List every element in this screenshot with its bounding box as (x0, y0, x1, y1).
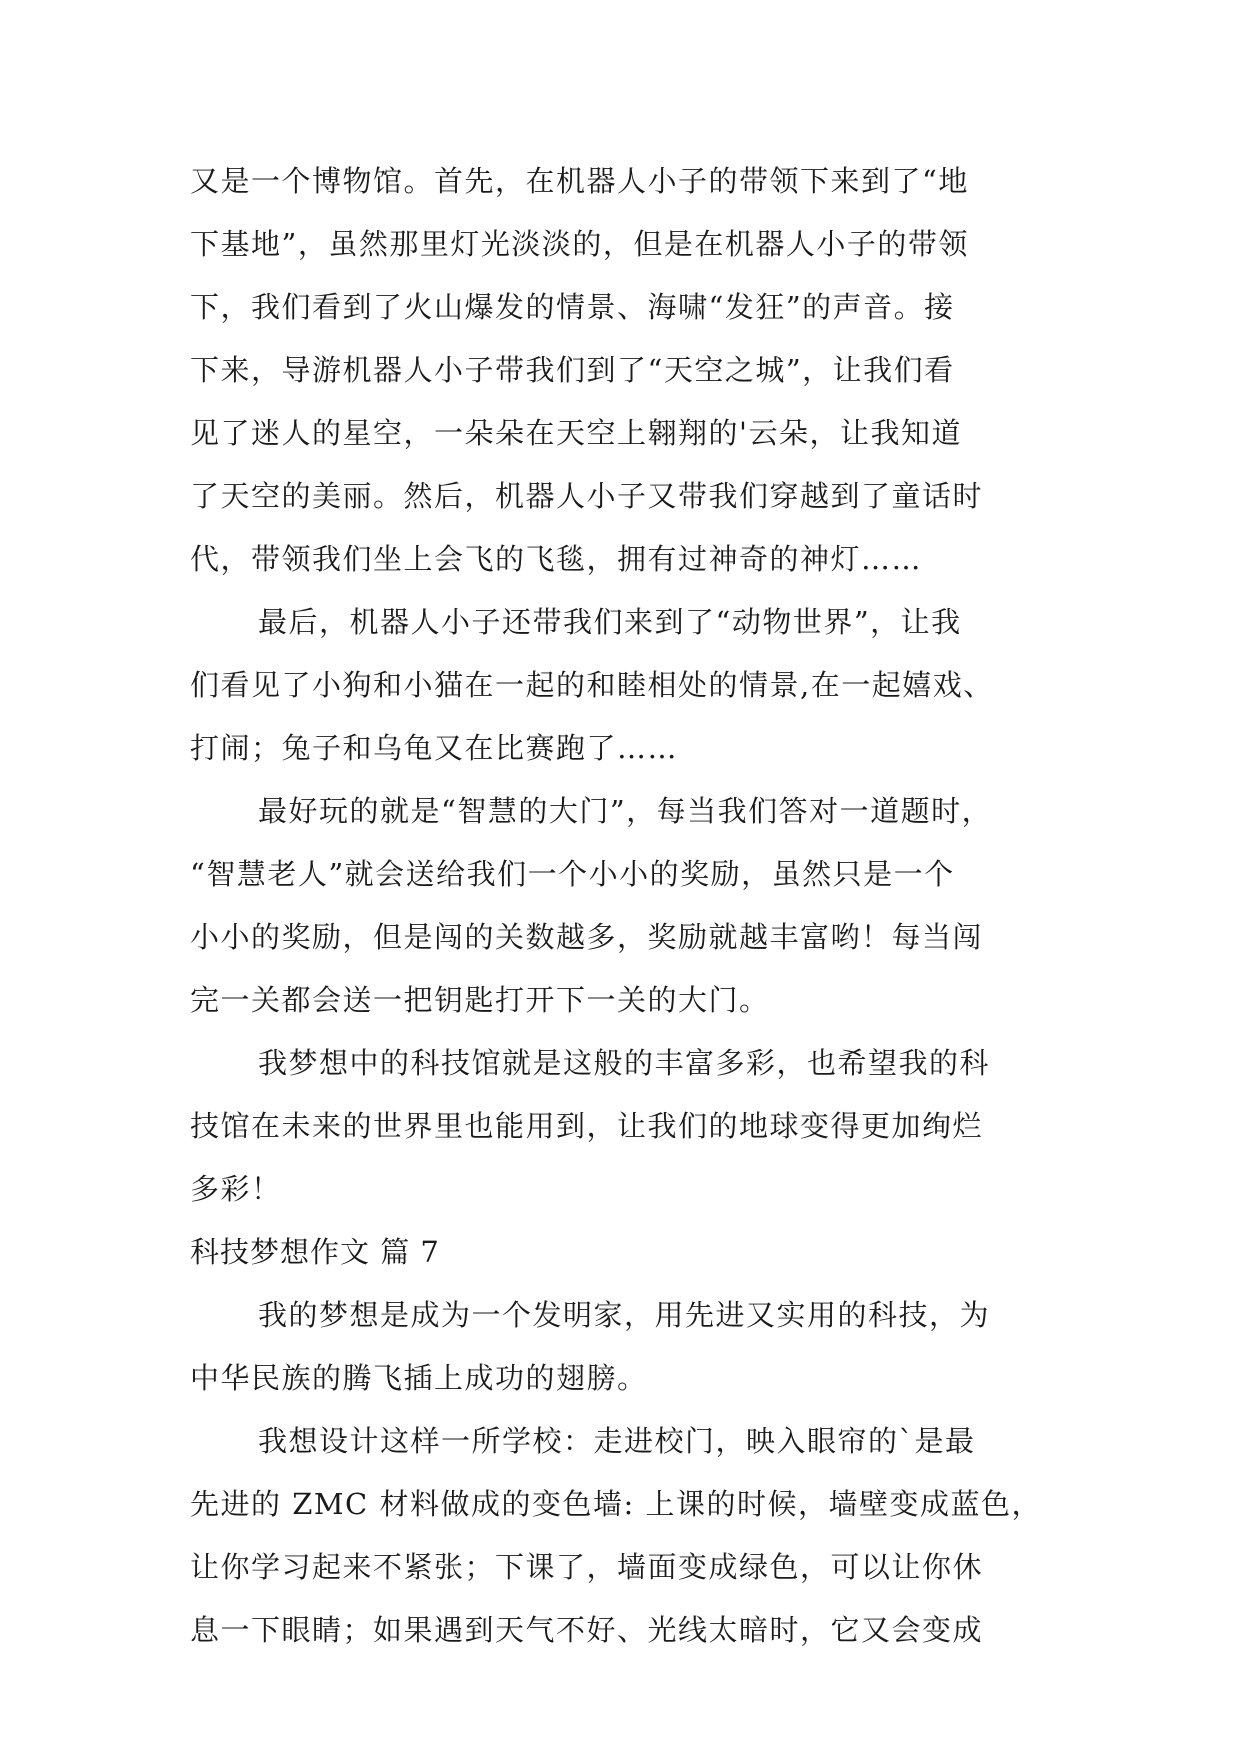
text-line: 见了迷人的星空，一朵朵在天空上翱翔的'云朵，让我知道 (190, 416, 962, 450)
text-line: 让你学习起来不紧张；下课了，墙面变成绿色，可以让你休 (190, 1550, 984, 1584)
text-line: 技馆在未来的世界里也能用到，让我们的地球变得更加绚烂 (190, 1109, 984, 1143)
section-heading: 科技梦想作文 篇 7 (190, 1235, 440, 1269)
text-line: 下，我们看到了火山爆发的情景、海啸“发狂”的声音。接 (190, 290, 955, 324)
text-line: “智慧老人”就会送给我们一个小小的奖励，虽然只是一个 (190, 857, 955, 891)
document-body (190, 150, 1070, 1662)
text-line: 了天空的美丽。然后，机器人小子又带我们穿越到了童话时 (190, 479, 984, 513)
paragraph-first-line: 我的梦想是成为一个发明家，用先进又实用的科技，为 (258, 1298, 991, 1332)
text-line: 又是一个博物馆。首先，在机器人小子的带领下来到了“地 (190, 164, 969, 198)
text-line: 代，带领我们坐上会飞的飞毯，拥有过神奇的神灯…… (190, 542, 923, 576)
text-line: 完一关都会送一把钥匙打开下一关的大门。 (190, 983, 770, 1017)
text-line: 小小的奖励，但是闯的关数越多，奖励就越丰富哟！每当闯 (190, 920, 984, 954)
text-line: 息一下眼睛；如果遇到天气不好、光线太暗时，它又会变成 (190, 1613, 984, 1647)
text-line: 多彩！ (190, 1172, 282, 1206)
text-line: 中华民族的腾飞插上成功的翅膀。 (190, 1361, 648, 1395)
text-line: 们看见了小狗和小猫在一起的和睦相处的情景,在一起嬉戏、 (190, 668, 994, 702)
text-line: 下基地”，虽然那里灯光淡淡的，但是在机器人小子的带领 (190, 227, 969, 261)
paragraph-first-line: 我梦想中的科技馆就是这般的丰富多彩，也希望我的科 (258, 1046, 991, 1080)
paragraph-first-line: 最好玩的就是“智慧的大门”，每当我们答对一道题时， (258, 794, 993, 828)
paragraph-first-line: 最后，机器人小子还带我们来到了“动物世界”，让我 (258, 605, 962, 639)
text-line: 下来，导游机器人小子带我们到了“天空之城”，让我们看 (190, 353, 955, 387)
text-line: 打闹；兔子和乌龟又在比赛跑了…… (190, 731, 679, 765)
paragraph-first-line: 我想设计这样一所学校：走进校门，映入眼帘的`是最 (258, 1424, 976, 1458)
text-line: 先进的 ZMC 材料做成的变色墙: 上课的时候，墙壁变成蓝色， (190, 1487, 1042, 1521)
